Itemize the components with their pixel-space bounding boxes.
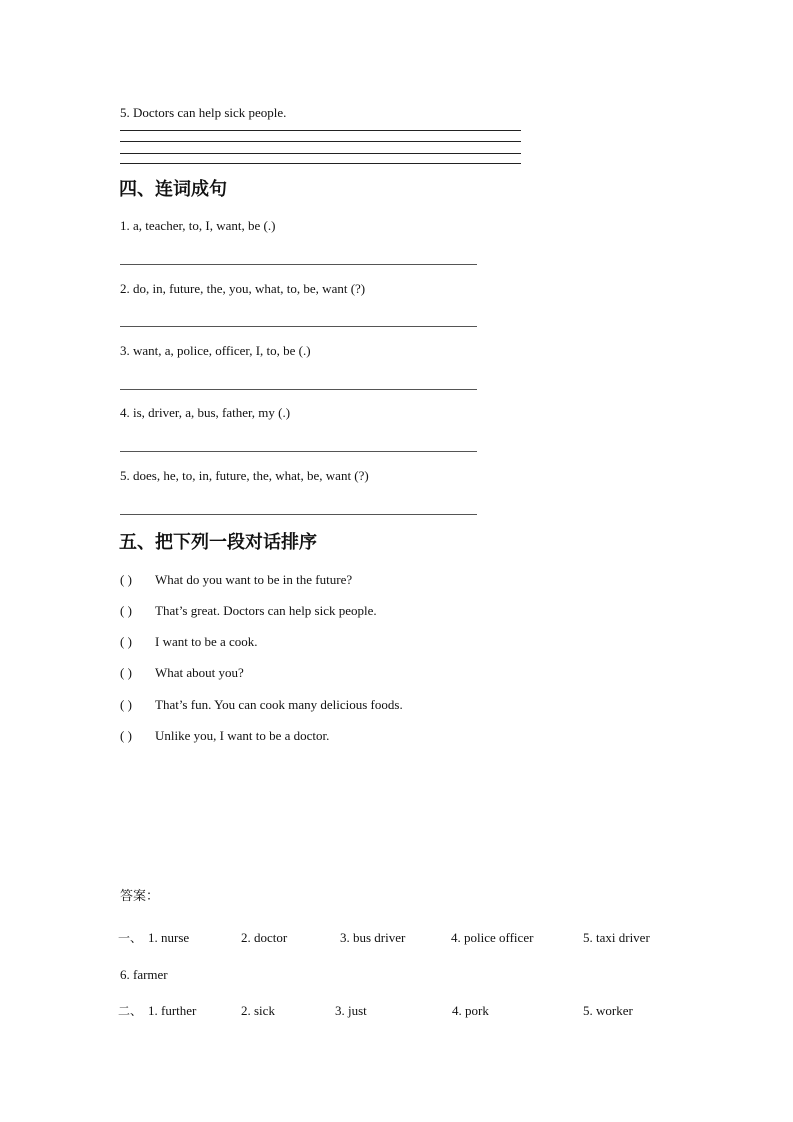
answer-line	[120, 451, 477, 452]
answer-item: 1. further	[148, 1003, 197, 1018]
writing-line	[120, 153, 521, 154]
section-5-heading: 五、把下列一段对话排序	[119, 532, 317, 553]
answer-part-1-label: 一、	[118, 931, 143, 945]
answer-part-2-label: 二、	[118, 1004, 143, 1018]
reorder-item: 5. does, he, to, in, future, the, what, be, want (?)	[120, 468, 369, 483]
reorder-item: 4. is, driver, a, bus, father, my (.)	[120, 405, 291, 420]
dialogue-line: That’s fun. You can cook many delicious foods.	[155, 697, 403, 712]
reorder-item: 1. a, teacher, to, I, want, be (.)	[120, 218, 276, 233]
answer-item: 3. just	[335, 1003, 367, 1018]
answer-item: 2. doctor	[241, 930, 288, 945]
dialogue-bracket: ( )	[120, 603, 132, 618]
answer-item: 2. sick	[241, 1003, 275, 1018]
answer-item: 5. taxi driver	[583, 930, 650, 945]
dialogue-bracket: ( )	[120, 665, 132, 680]
dialogue-line: What do you want to be in the future?	[155, 572, 353, 587]
writing-line	[120, 141, 521, 142]
answer-item: 1. nurse	[148, 930, 190, 945]
section-4-heading: 四、连词成句	[119, 179, 227, 200]
dialogue-bracket: ( )	[120, 728, 132, 743]
answer-line	[120, 264, 477, 265]
answer-line	[120, 389, 477, 390]
dialogue-line: What about you?	[155, 665, 244, 680]
reorder-item: 3. want, a, police, officer, I, to, be (.)	[120, 343, 311, 358]
dialogue-bracket: ( )	[120, 572, 132, 587]
dialogue-line: I want to be a cook.	[155, 634, 258, 649]
writing-line	[120, 130, 521, 131]
answer-line	[120, 514, 477, 515]
dialogue-line: That’s great. Doctors can help sick people.	[155, 603, 377, 618]
dialogue-bracket: ( )	[120, 634, 132, 649]
answer-item: 6. farmer	[120, 967, 168, 982]
answer-item: 3. bus driver	[340, 930, 406, 945]
dialogue-line: Unlike you, I want to be a doctor.	[155, 728, 330, 743]
answer-line	[120, 326, 477, 327]
answers-heading: 答案：	[120, 889, 160, 904]
question-5-text: 5. Doctors can help sick people.	[120, 105, 287, 120]
answer-item: 5. worker	[583, 1003, 633, 1018]
writing-line	[120, 163, 521, 164]
answer-item: 4. police officer	[451, 930, 534, 945]
answer-item: 4. pork	[452, 1003, 489, 1018]
reorder-item: 2. do, in, future, the, you, what, to, be, want (?)	[120, 281, 366, 296]
dialogue-bracket: ( )	[120, 697, 132, 712]
